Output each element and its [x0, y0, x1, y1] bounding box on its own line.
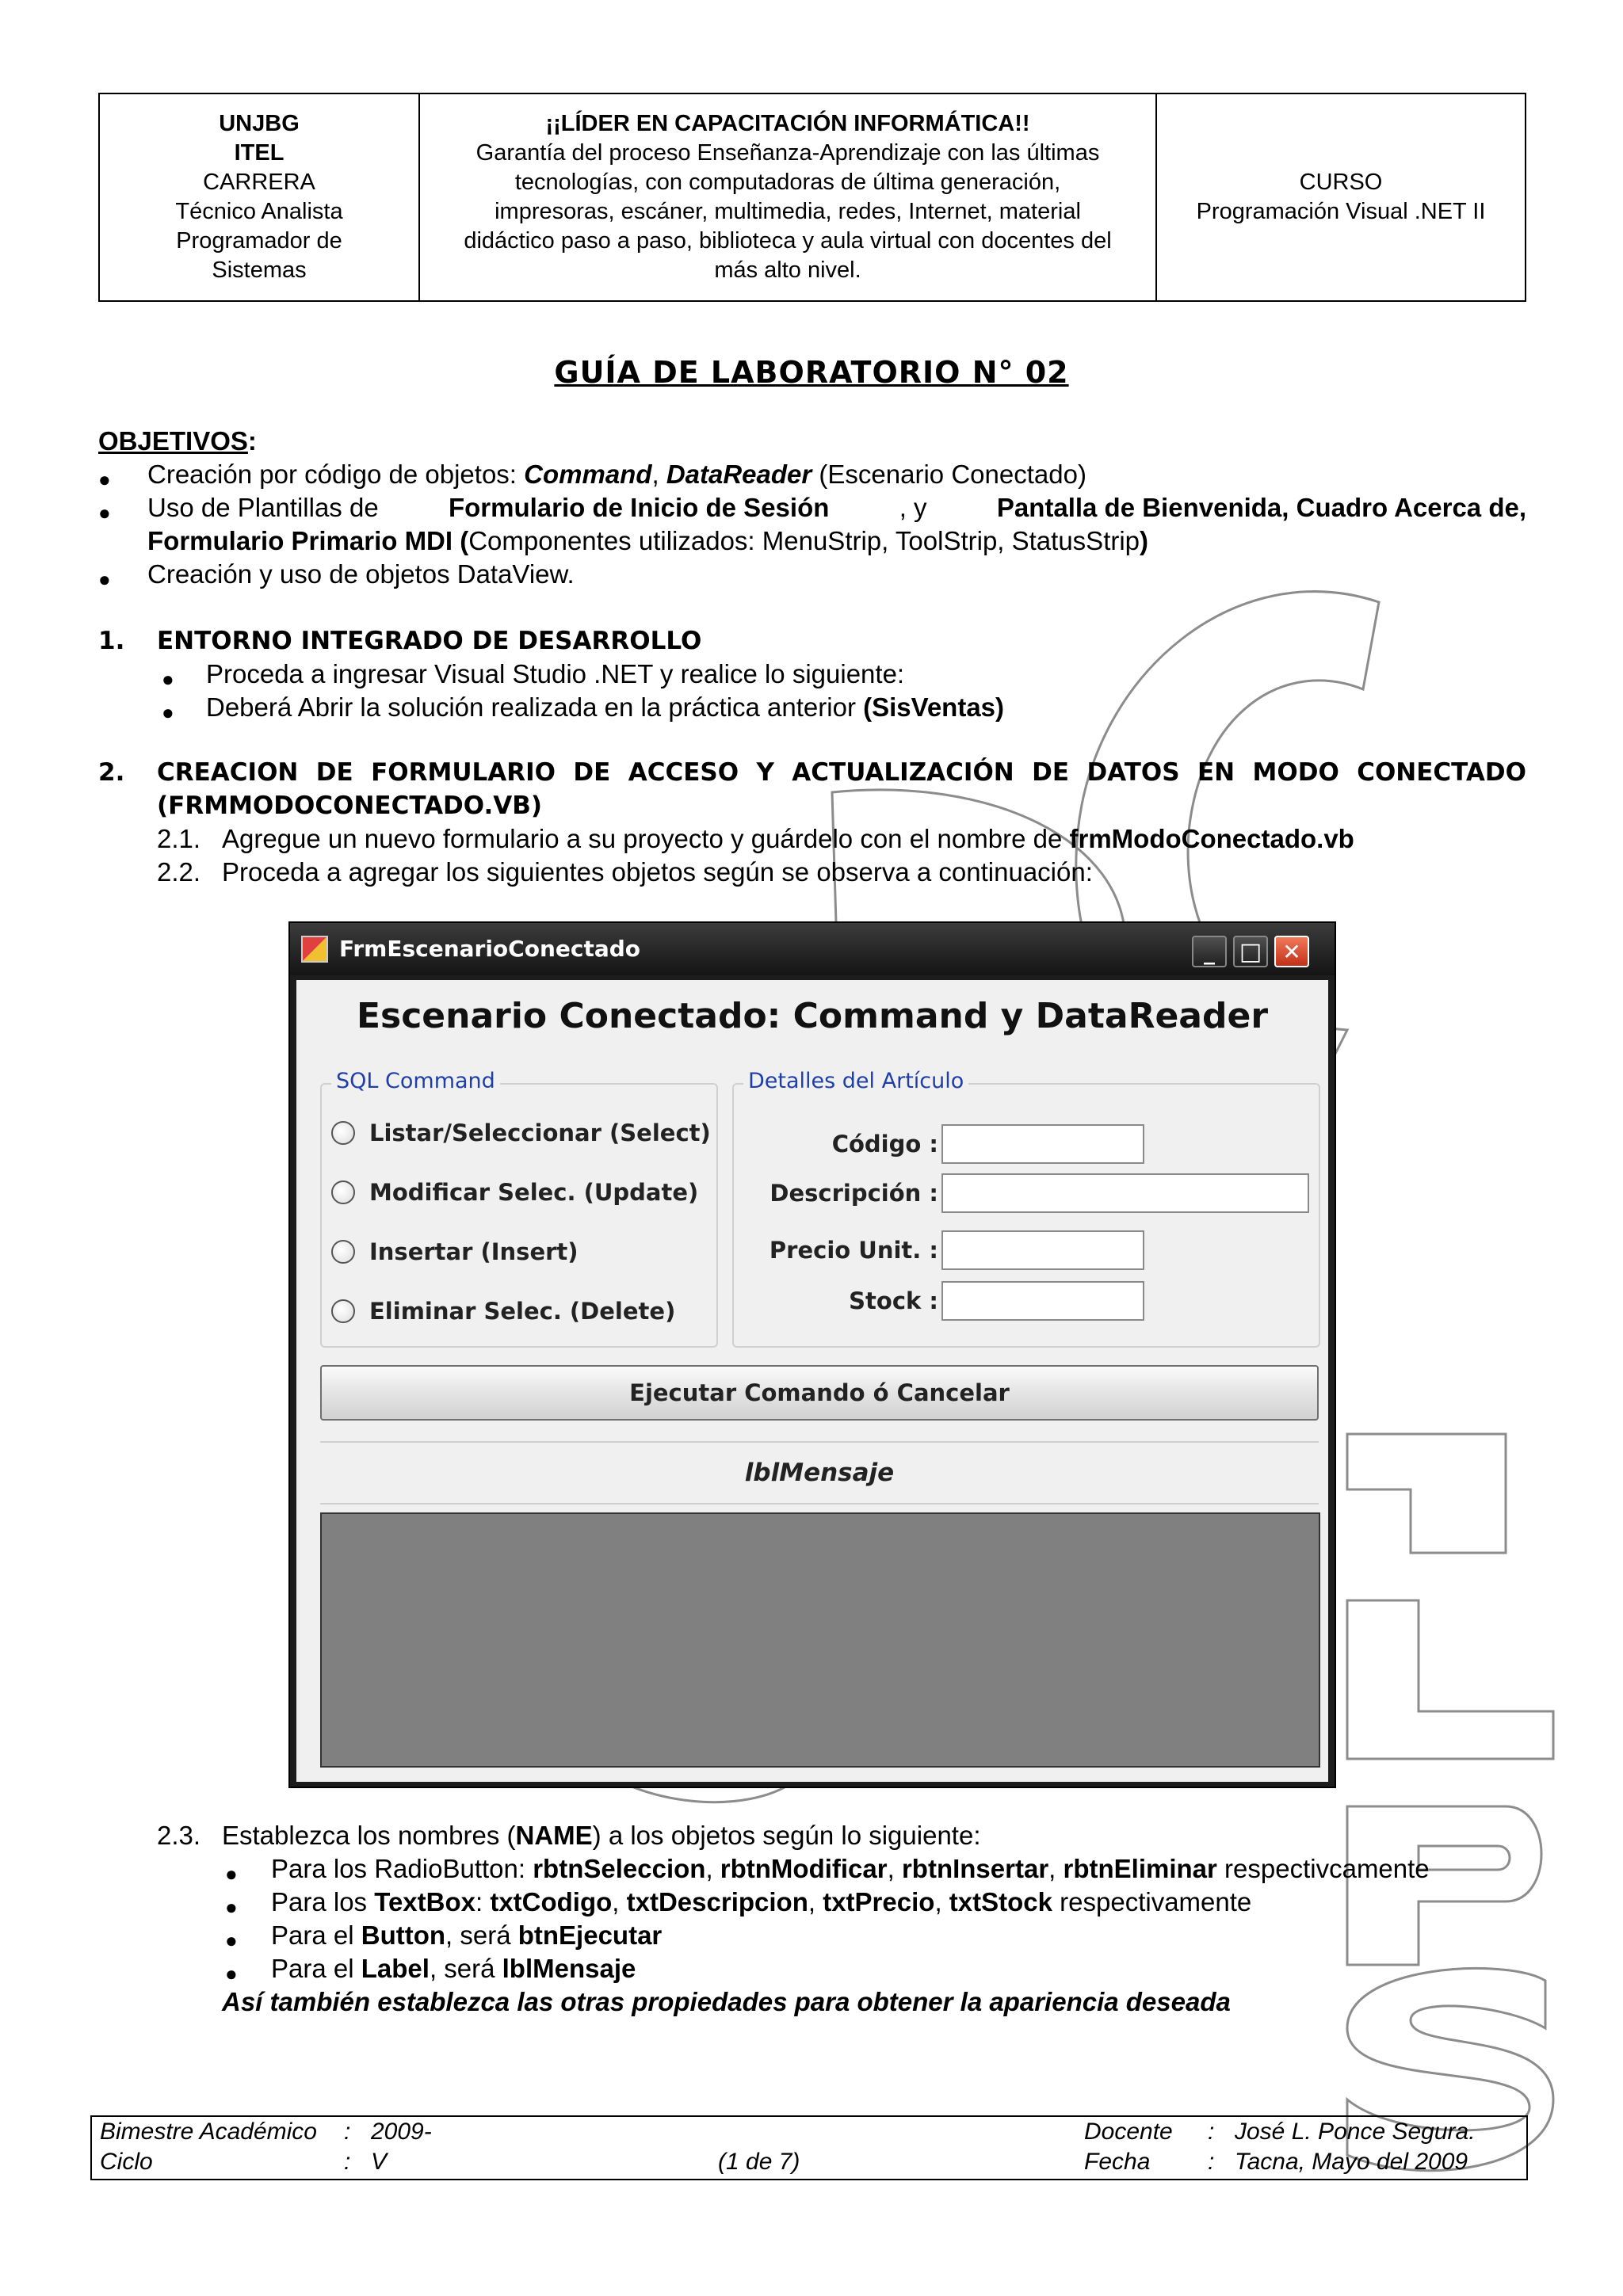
objectives-heading-line: [98, 425, 257, 458]
step-2-1-filename: frmModoConectado.vb: [1069, 824, 1354, 853]
radio-insert[interactable]: [331, 1238, 579, 1265]
p4-sep: , será: [429, 1954, 502, 1983]
footer-ciclo-label: Ciclo: [100, 2149, 153, 2175]
step-2-3-number: 2.3.: [157, 1821, 201, 1850]
section-1-item-2: [206, 691, 1004, 724]
radio-circle-icon[interactable]: [331, 1180, 355, 1204]
p2-txt-precio: txtPrecio: [823, 1887, 935, 1917]
final-note: Así también establezca las otras propiedades para obtener la apariencia deseada: [222, 1987, 1231, 2016]
career-line2: Programador de: [176, 228, 342, 254]
institution-name: UNJBG: [219, 111, 300, 136]
objective-item-2-cont: [147, 524, 1148, 558]
objective-2-components: Componentes utilizados: MenuStrip, ToolStrip, StatusStrip: [468, 526, 1140, 555]
step-2-2-number: 2.2.: [157, 857, 201, 887]
p3-prefix: Para el: [271, 1920, 361, 1950]
sql-command-groupbox-title: SQL Command: [331, 1069, 500, 1093]
minimize-icon[interactable]: _: [1192, 936, 1227, 967]
footer-table: [90, 2115, 1528, 2180]
radio-select[interactable]: [331, 1119, 711, 1146]
window-title-bar: [290, 923, 1335, 975]
p2-txt-descripcion: txtDescripcion: [626, 1887, 808, 1917]
career-line1: Técnico Analista: [175, 199, 343, 224]
bullet-icon: ●: [162, 700, 174, 724]
p1-sep: ,: [705, 1854, 720, 1883]
objective-2-splash: Pantalla de Bienvenida, Cuadro Acerca de,: [996, 493, 1526, 522]
p2-sep: ,: [612, 1887, 627, 1917]
guide-title: GUÍA DE LABORATORIO N° 02: [554, 355, 1069, 390]
header-course-cell: [1157, 94, 1525, 300]
p1-prefix: Para los RadioButton:: [271, 1854, 533, 1883]
objective-1-sep: ,: [651, 460, 666, 489]
bullet-icon: ●: [225, 1962, 238, 1985]
objective-1-suffix: (Escenario Conectado): [812, 460, 1086, 489]
career-label: CARRERA: [203, 170, 315, 195]
step-2-3-text: [222, 1819, 980, 1852]
p1-sep: ,: [1048, 1854, 1064, 1883]
radio-delete-label: Eliminar Selec. (Delete): [369, 1298, 676, 1325]
p2-prefix: Para los: [271, 1887, 375, 1917]
radio-update[interactable]: [331, 1179, 698, 1206]
bullet-icon: ●: [162, 667, 174, 691]
career-line3: Sistemas: [212, 257, 307, 283]
name-item-radiobuttons: [271, 1852, 1430, 1886]
objective-2-login-form: Formulario de Inicio de Sesión: [448, 493, 830, 522]
section-1-item-2-text: Deberá Abrir la solución realizada en la práctica anterior: [206, 692, 864, 722]
p3-sep: , será: [445, 1920, 518, 1950]
footer-fecha-value: Tacna, Mayo del 2009: [1235, 2149, 1468, 2175]
precio-input[interactable]: [941, 1230, 1144, 1270]
bullet-icon: ●: [98, 567, 111, 591]
objective-1-command: Command: [524, 460, 652, 489]
stock-input[interactable]: [941, 1281, 1144, 1321]
slogan-line2: tecnologías, con computadoras de última generación,: [514, 170, 1061, 195]
radio-select-label: Listar/Seleccionar (Select): [369, 1119, 711, 1146]
step-2-1-desc: Agregue un nuevo formulario a su proyecto y guárdelo con el nombre de: [222, 824, 1070, 853]
footer-bimestre-label: Bimestre Académico: [100, 2119, 317, 2145]
p2-sep: ,: [934, 1887, 949, 1917]
footer-bimestre-value: 2009-: [371, 2119, 432, 2145]
bullet-icon: ●: [225, 1895, 238, 1919]
form-app-icon: [301, 936, 328, 963]
p2-txt-stock: txtStock: [949, 1887, 1052, 1917]
section-2-number: 2.: [98, 758, 125, 787]
step-2-1-number: 2.1.: [157, 824, 201, 853]
institution-unit: ITEL: [234, 140, 285, 166]
p3-button: Button: [361, 1920, 446, 1950]
label-stock: Stock :: [849, 1287, 938, 1314]
p2-txt-codigo: txtCodigo: [490, 1887, 613, 1917]
header-institution-cell: [100, 94, 420, 300]
objective-1-datareader: DataReader: [666, 460, 812, 489]
p1-sep: ,: [887, 1854, 902, 1883]
codigo-input[interactable]: [941, 1124, 1144, 1164]
footer-docente-sep: :: [1208, 2119, 1215, 2145]
section-1-title: ENTORNO INTEGRADO DE DESARROLLO: [157, 627, 702, 655]
section-2-title-file: (FRMMODOCONECTADO.VB): [157, 791, 543, 820]
objective-item-2: [147, 491, 1526, 524]
step-2-2-text: Proceda a agregar los siguientes objetos según se observa a continuación:: [222, 857, 1093, 887]
section-1-item-2-solution: (SisVentas): [863, 692, 1005, 722]
p2-textbox: TextBox: [374, 1887, 475, 1917]
step-2-1-text: [222, 822, 1354, 856]
objectives-colon: :: [247, 426, 257, 456]
objective-2-text: Uso de Plantillas de: [147, 493, 379, 522]
section-2-title: CREACION DE FORMULARIO DE ACCESO Y ACTUALIZACIÓN DE DATOS EN MODO CONECTADO: [157, 758, 1526, 787]
footer-bimestre-sep: :: [344, 2119, 351, 2145]
p4-lbl-mensaje: lblMensaje: [502, 1954, 636, 1983]
slogan-line3: impresoras, escáner, multimedia, redes, Internet, material: [495, 199, 1081, 224]
radio-circle-icon[interactable]: [331, 1240, 355, 1264]
footer-ciclo-sep: :: [344, 2149, 351, 2175]
message-label: lblMensaje: [320, 1441, 1319, 1505]
slogan-line5: más alto nivel.: [714, 257, 861, 283]
step-2-3-suffix: ) a los objetos según lo siguiente:: [592, 1821, 981, 1850]
label-precio: Precio Unit. :: [769, 1237, 938, 1264]
footer-fecha-sep: :: [1208, 2149, 1215, 2175]
p1-rbtn-eliminar: rbtnEliminar: [1063, 1854, 1217, 1883]
objective-item-1: [147, 458, 1086, 491]
section-1-item-1: Proceda a ingresar Visual Studio .NET y realice lo siguiente:: [206, 659, 905, 688]
descripcion-input[interactable]: [941, 1173, 1309, 1213]
footer-fecha-label: Fecha: [1084, 2149, 1151, 2175]
bullet-icon: ●: [98, 501, 111, 524]
bullet-icon: ●: [225, 1862, 238, 1886]
maximize-icon[interactable]: □: [1233, 936, 1268, 967]
radio-circle-icon[interactable]: [331, 1121, 355, 1145]
slogan-line4: didáctico paso a paso, biblioteca y aula virtual con docentes del: [464, 228, 1112, 254]
slogan-line1: Garantía del proceso Enseñanza-Aprendizaje con las últimas: [475, 140, 1100, 166]
name-item-textboxes: [271, 1886, 1251, 1919]
name-item-label: [271, 1952, 636, 1985]
radio-insert-label: Insertar (Insert): [369, 1238, 579, 1265]
radio-update-label: Modificar Selec. (Update): [369, 1179, 699, 1206]
p1-suffix: respectivcamente: [1216, 1854, 1430, 1883]
objectives-heading: OBJETIVOS: [98, 426, 248, 456]
form-screenshot-window: [288, 921, 1336, 1788]
form-client-area: [296, 980, 1328, 1782]
p3-btn-ejecutar: btnEjecutar: [517, 1920, 663, 1950]
p4-prefix: Para el: [271, 1954, 361, 1983]
radio-circle-icon[interactable]: [331, 1299, 355, 1323]
objective-1-text: Creación por código de objetos:: [147, 460, 525, 489]
footer-page-number: (1 de 7): [718, 2149, 800, 2175]
label-codigo: Código :: [831, 1131, 938, 1158]
step-2-3-desc: Establezca los nombres (: [222, 1821, 516, 1850]
p1-rbtn-seleccion: rbtnSeleccion: [533, 1854, 706, 1883]
slogan-headline: ¡¡LÍDER EN CAPACITACIÓN INFORMÁTICA!!: [545, 111, 1030, 136]
objective-item-3: Creación y uso de objetos DataView.: [147, 559, 575, 589]
radio-delete[interactable]: [331, 1298, 675, 1325]
window-title: FrmEscenarioConectado: [339, 936, 641, 962]
p2-sep: :: [475, 1887, 491, 1917]
objective-2-sep: , y: [899, 493, 927, 522]
p1-rbtn-insertar: rbtnInsertar: [901, 1854, 1049, 1883]
section-1-number: 1.: [98, 627, 125, 655]
p2-sep: ,: [808, 1887, 823, 1917]
course-name: Programación Visual .NET II: [1196, 199, 1486, 224]
header-table: [98, 93, 1526, 302]
header-slogan-cell: [420, 94, 1157, 300]
execute-button[interactable]: Ejecutar Comando ó Cancelar: [320, 1365, 1319, 1421]
p4-label: Label: [361, 1954, 430, 1983]
footer-docente-label: Docente: [1084, 2119, 1173, 2145]
name-item-button: [271, 1919, 662, 1952]
form-heading: Escenario Conectado: Command y DataReader: [356, 996, 1269, 1036]
data-grid-area[interactable]: [320, 1512, 1320, 1768]
p1-rbtn-modificar: rbtnModificar: [720, 1854, 888, 1883]
close-icon[interactable]: ✕: [1274, 936, 1309, 967]
article-details-groupbox-title: Detalles del Artículo: [743, 1069, 968, 1093]
bullet-icon: ●: [98, 467, 111, 491]
objective-2-close: ): [1140, 526, 1149, 555]
label-descripcion: Descripción :: [769, 1180, 938, 1207]
course-label: CURSO: [1299, 170, 1383, 195]
step-2-3-name: NAME: [515, 1821, 593, 1850]
objective-2-mdi: Formulario Primario MDI (: [147, 526, 469, 555]
p2-suffix: respectivamente: [1052, 1887, 1252, 1917]
footer-docente-value: José L. Ponce Segura.: [1235, 2119, 1476, 2145]
footer-ciclo-value: V: [371, 2149, 388, 2175]
bullet-icon: ●: [225, 1928, 238, 1952]
